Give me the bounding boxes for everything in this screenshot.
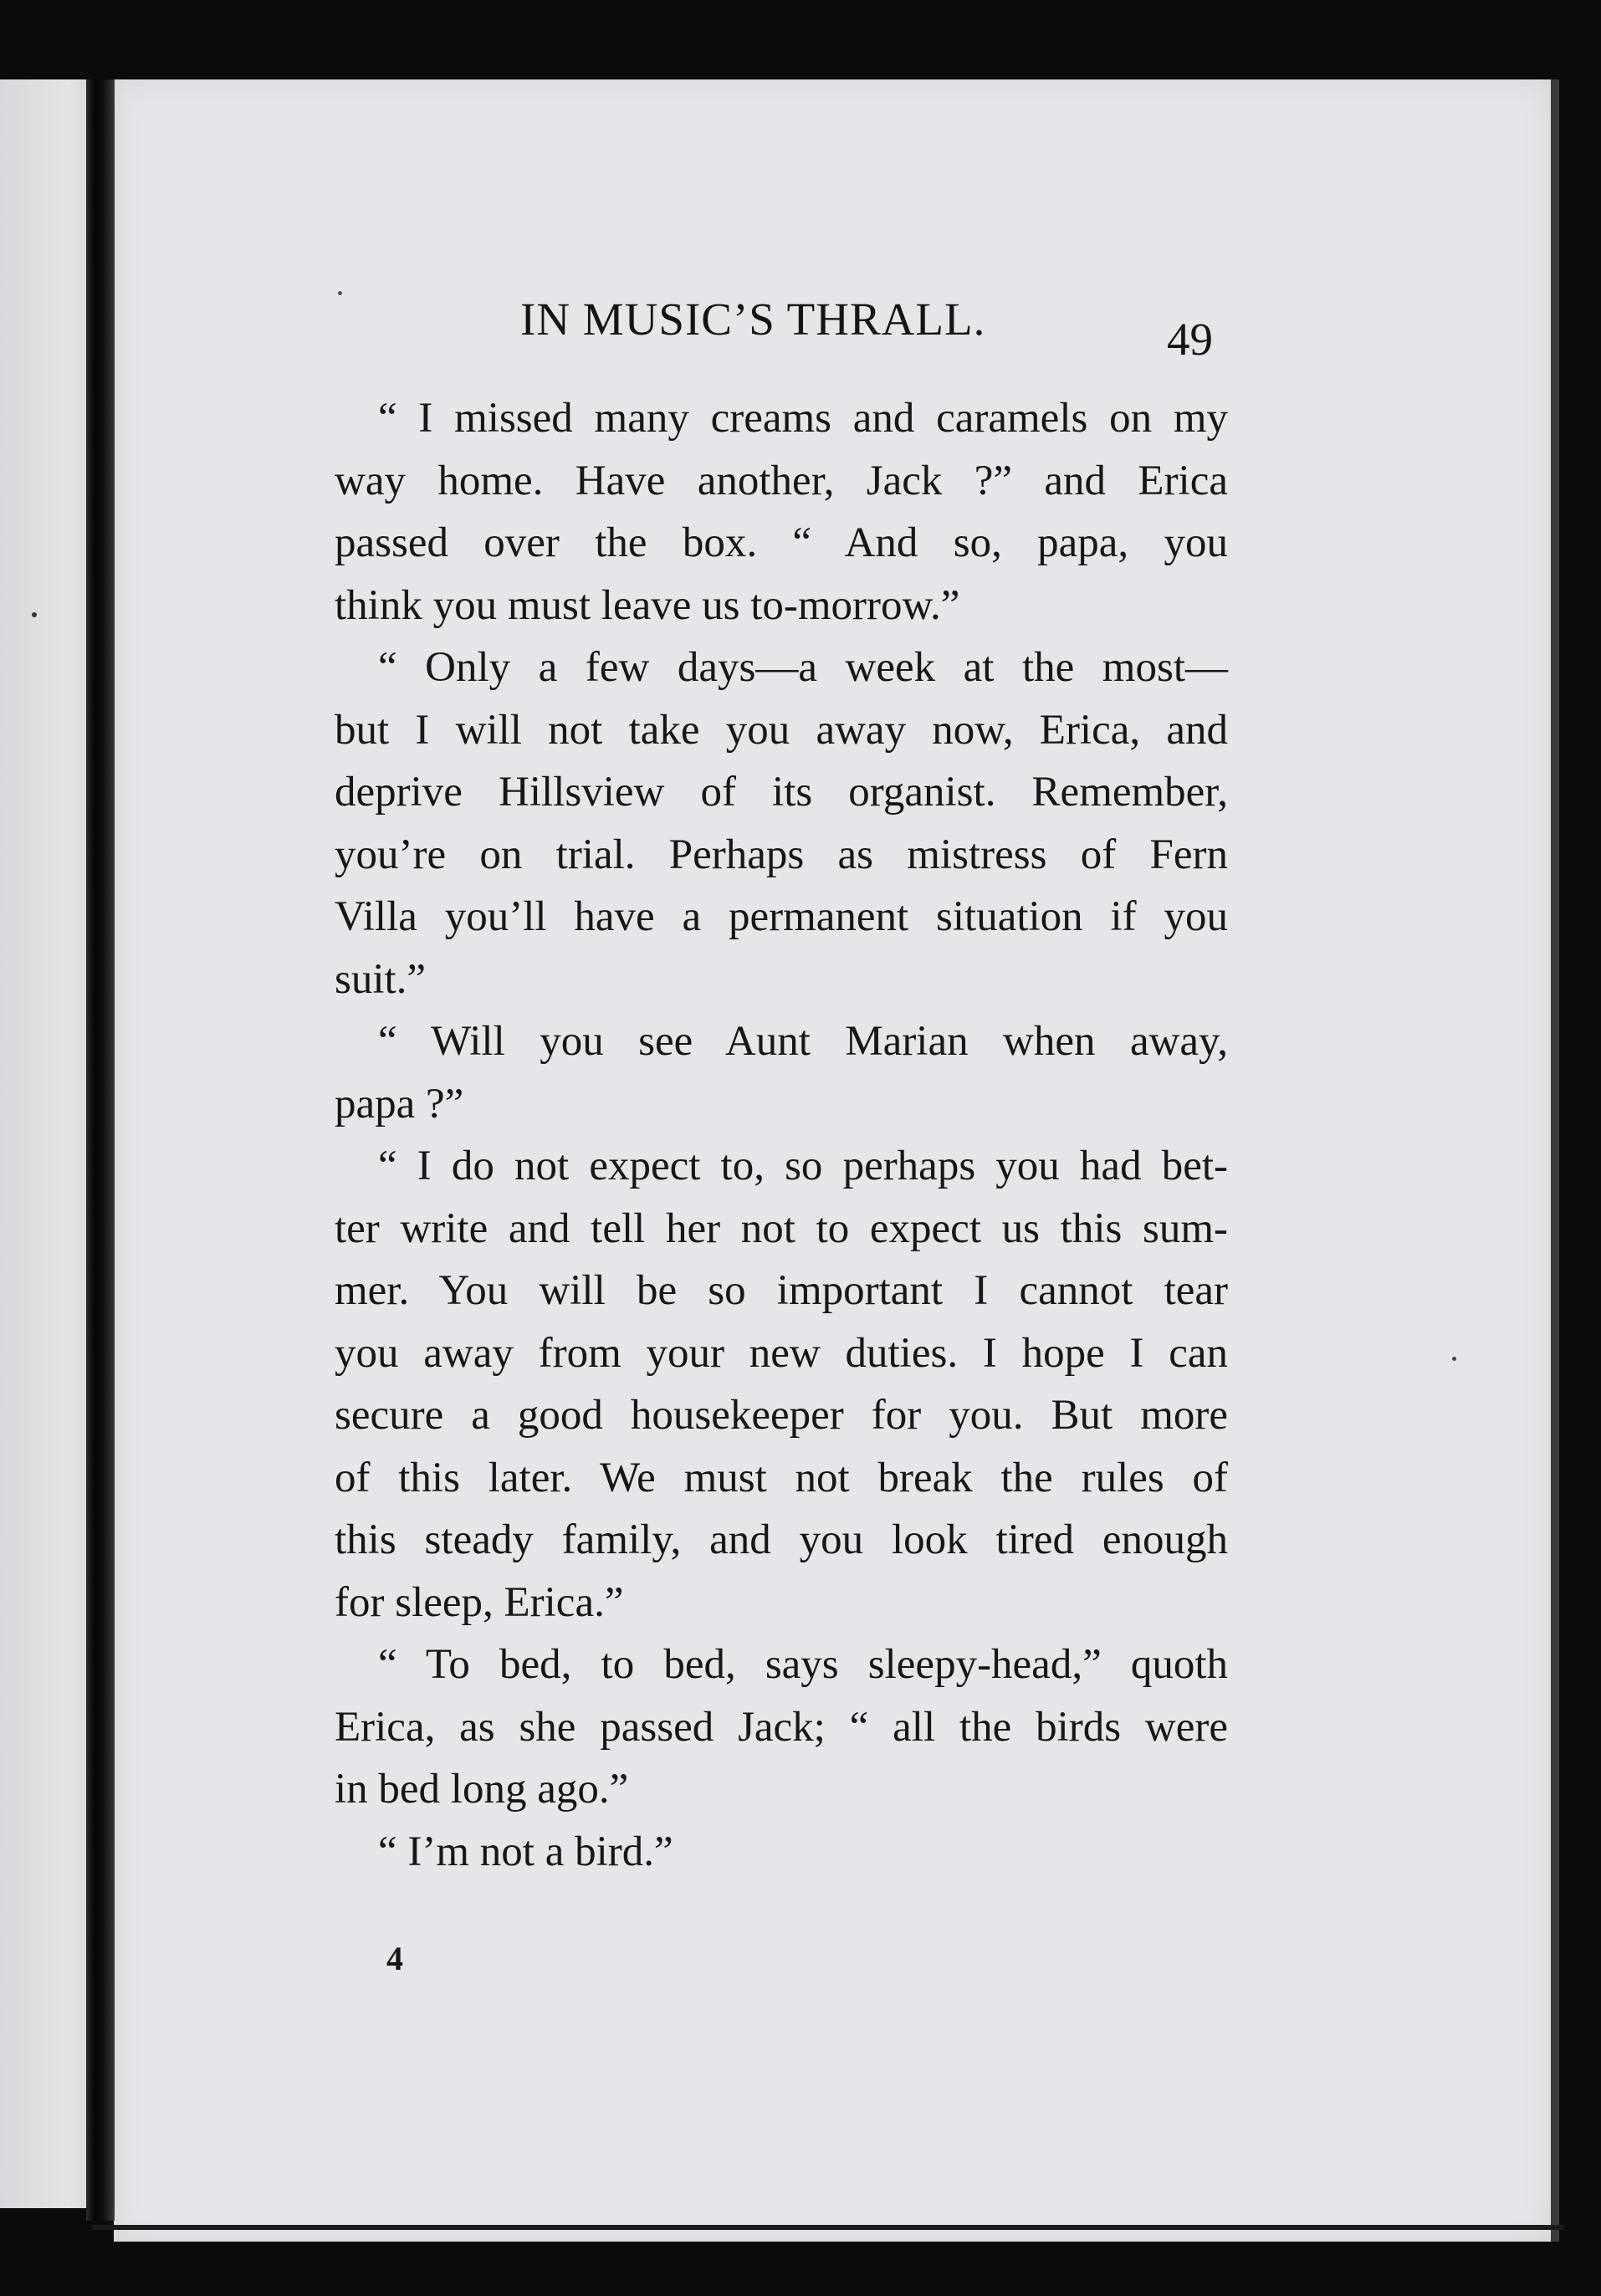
text-line: suit.” [335,955,427,1003]
text-line: papa ?” [335,1080,464,1128]
page-bottom-edge [92,2225,1564,2230]
text-line: secure a good housekeeper for you. But more [335,1392,1228,1439]
text-line: think you must leave us to-morrow.” [335,581,960,629]
text-line: passed over the box. “ And so, papa, you [335,519,1228,566]
text-line: “ Will you see Aunt Marian when away, [378,1018,1228,1065]
book-spine-gutter [86,79,115,2221]
text-line: Erica, as she passed Jack; “ all the birds were [335,1703,1228,1751]
text-line: “ I’m not a bird.” [378,1828,673,1875]
text-line: way home. Have another, Jack ?” and Erica [335,457,1228,504]
body-text [335,387,1228,1883]
text-line: “ To bed, to bed, says sleepy-head,” quoth [378,1641,1228,1688]
text-line: “ Only a few days—a week at the most— [378,644,1228,691]
text-line: in bed long ago.” [335,1766,629,1813]
running-title: IN MUSIC’S THRALL. [520,294,986,345]
text-line: but I will not take you away now, Erica, and [335,706,1228,754]
text-line: you away from your new duties. I hope I can [335,1329,1228,1377]
page-header [335,284,1230,365]
text-line: you’re on trial. Perhaps as mistress of Fern [335,831,1228,878]
text-line: mer. You will be so important I cannot tear [335,1267,1228,1314]
left-page-edge [0,79,99,2208]
text-line: this steady family, and you look tired enough [335,1516,1228,1563]
text-line: for sleep, Erica.” [335,1578,624,1626]
stray-mark [1452,1357,1456,1361]
text-line: Villa you’ll have a permanent situation if you [335,893,1228,940]
page-right-edge [1551,79,1559,2242]
stray-mark [32,612,37,617]
text-line: deprive Hillsview of its organist. Remember, [335,769,1228,816]
signature-mark: 4 [386,1940,403,1977]
text-line: of this later. We must not break the rules of [335,1454,1228,1501]
page-number: 49 [1167,314,1213,365]
text-line: ter write and tell her not to expect us this sum- [335,1204,1228,1252]
text-line: “ I do not expect to, so perhaps you had bet- [378,1143,1228,1189]
text-line: “ I missed many creams and caramels on my [378,395,1228,442]
